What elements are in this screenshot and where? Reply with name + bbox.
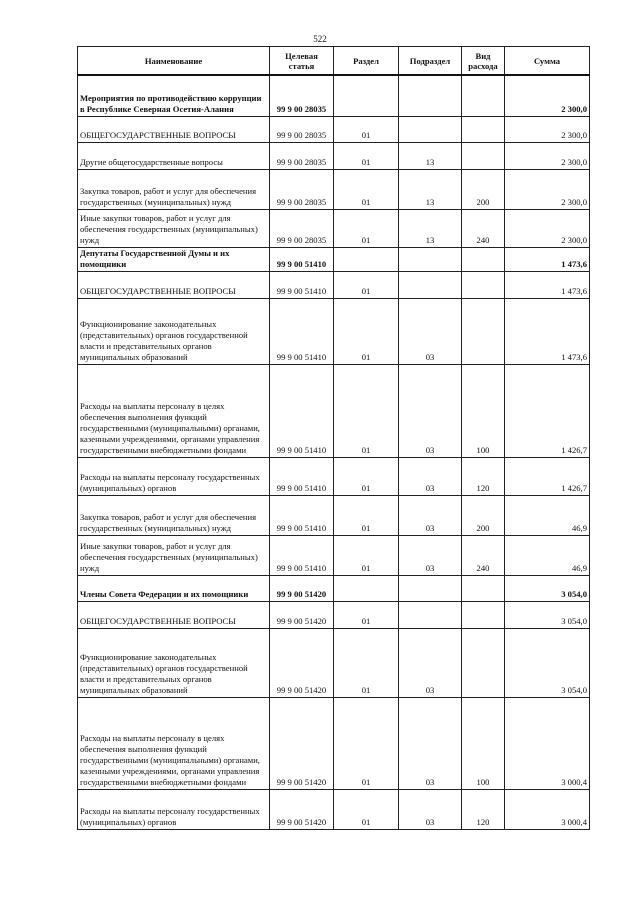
- cell-target-article: 99 9 00 51420: [270, 697, 334, 789]
- cell-subsection: 13: [399, 169, 462, 209]
- header-target-article: Целевая статья: [270, 47, 334, 76]
- cell-expense-type: 200: [462, 495, 505, 535]
- header-amount: Сумма: [505, 47, 590, 76]
- header-expense-type: Вид расхода: [462, 47, 505, 76]
- cell-section: 01: [334, 628, 399, 697]
- cell-name: ОБЩЕГОСУДАРСТВЕННЫЕ ВОПРОСЫ: [78, 271, 270, 298]
- cell-name: Другие общегосударственные вопросы: [78, 142, 270, 169]
- cell-section: 01: [334, 495, 399, 535]
- cell-name: Мероприятия по противодействию коррупции в Республике Северная Осетия-Алания: [78, 75, 270, 116]
- cell-amount: 1 473,6: [505, 271, 590, 298]
- cell-section: 01: [334, 209, 399, 247]
- cell-subsection: [399, 247, 462, 271]
- cell-subsection: 03: [399, 697, 462, 789]
- table-row: [78, 209, 590, 247]
- cell-target-article: 99 9 00 51420: [270, 601, 334, 628]
- header-subsection: Подраздел: [399, 47, 462, 76]
- cell-expense-type: 100: [462, 364, 505, 457]
- table-row: [78, 789, 590, 829]
- cell-target-article: 99 9 00 51410: [270, 364, 334, 457]
- cell-expense-type: [462, 628, 505, 697]
- cell-target-article: 99 9 00 51410: [270, 535, 334, 575]
- cell-section: 01: [334, 697, 399, 789]
- cell-amount: 1 473,6: [505, 298, 590, 364]
- cell-target-article: 99 9 00 51410: [270, 495, 334, 535]
- table-row: [78, 271, 590, 298]
- cell-expense-type: 200: [462, 169, 505, 209]
- cell-target-article: 99 9 00 51410: [270, 457, 334, 495]
- table-row: [78, 457, 590, 495]
- cell-name: Расходы на выплаты персоналу в целях обеспечения выполнения функций государственными (муниципальными) органами, казенными учреждениями, органами управления государственными внебюджетными фондами: [78, 364, 270, 457]
- cell-section: 01: [334, 601, 399, 628]
- cell-section: 01: [334, 116, 399, 142]
- cell-subsection: 03: [399, 298, 462, 364]
- cell-name: Расходы на выплаты персоналу государственных (муниципальных) органов: [78, 789, 270, 829]
- cell-expense-type: 120: [462, 457, 505, 495]
- cell-target-article: 99 9 00 51410: [270, 271, 334, 298]
- cell-subsection: [399, 601, 462, 628]
- table-row: [78, 169, 590, 209]
- cell-amount: 1 473,6: [505, 247, 590, 271]
- cell-expense-type: 120: [462, 789, 505, 829]
- table-row-group: [78, 247, 590, 271]
- table-row: [78, 495, 590, 535]
- table-row: [78, 601, 590, 628]
- cell-name: Закупка товаров, работ и услуг для обеспечения государственных (муниципальных) нужд: [78, 495, 270, 535]
- cell-amount: 3 054,0: [505, 575, 590, 601]
- cell-expense-type: [462, 75, 505, 116]
- cell-name: Иные закупки товаров, работ и услуг для обеспечения государственных (муниципальных) нужд: [78, 209, 270, 247]
- cell-expense-type: 240: [462, 535, 505, 575]
- header-row: [78, 47, 590, 76]
- cell-subsection: [399, 75, 462, 116]
- cell-amount: 1 426,7: [505, 364, 590, 457]
- cell-section: [334, 247, 399, 271]
- table-row: [78, 364, 590, 457]
- cell-subsection: 03: [399, 535, 462, 575]
- cell-expense-type: [462, 247, 505, 271]
- table-row: [78, 535, 590, 575]
- cell-subsection: 03: [399, 457, 462, 495]
- cell-target-article: 99 9 00 28035: [270, 75, 334, 116]
- cell-subsection: [399, 116, 462, 142]
- cell-target-article: 99 9 00 51410: [270, 247, 334, 271]
- cell-section: 01: [334, 169, 399, 209]
- cell-subsection: 13: [399, 209, 462, 247]
- cell-subsection: [399, 575, 462, 601]
- cell-target-article: 99 9 00 51410: [270, 298, 334, 364]
- cell-section: 01: [334, 142, 399, 169]
- cell-name: Закупка товаров, работ и услуг для обеспечения государственных (муниципальных) нужд: [78, 169, 270, 209]
- cell-name: Расходы на выплаты персоналу в целях обеспечения выполнения функций государственными (муниципальными) органами, казенными учреждениями, органами управления государственными внебюджетными фондами: [78, 697, 270, 789]
- header-section: Раздел: [334, 47, 399, 76]
- cell-section: 01: [334, 364, 399, 457]
- cell-name: ОБЩЕГОСУДАРСТВЕННЫЕ ВОПРОСЫ: [78, 116, 270, 142]
- table-header: [78, 47, 590, 76]
- cell-target-article: 99 9 00 28035: [270, 116, 334, 142]
- table-row-group: [78, 75, 590, 116]
- cell-name: Расходы на выплаты персоналу государственных (муниципальных) органов: [78, 457, 270, 495]
- cell-subsection: 03: [399, 628, 462, 697]
- cell-subsection: 13: [399, 142, 462, 169]
- cell-target-article: 99 9 00 28035: [270, 209, 334, 247]
- cell-expense-type: [462, 601, 505, 628]
- cell-expense-type: [462, 116, 505, 142]
- cell-amount: 2 300,0: [505, 75, 590, 116]
- cell-subsection: 03: [399, 364, 462, 457]
- budget-table: [77, 46, 590, 830]
- table-row-group: [78, 575, 590, 601]
- cell-subsection: [399, 271, 462, 298]
- table-row: [78, 628, 590, 697]
- table-row: [78, 142, 590, 169]
- cell-amount: 2 300,0: [505, 169, 590, 209]
- cell-expense-type: [462, 271, 505, 298]
- cell-section: 01: [334, 789, 399, 829]
- cell-amount: 3 054,0: [505, 601, 590, 628]
- cell-amount: 2 300,0: [505, 209, 590, 247]
- cell-section: [334, 575, 399, 601]
- cell-expense-type: [462, 298, 505, 364]
- cell-expense-type: 240: [462, 209, 505, 247]
- cell-target-article: 99 9 00 28035: [270, 169, 334, 209]
- cell-subsection: 03: [399, 789, 462, 829]
- cell-subsection: 03: [399, 495, 462, 535]
- table-body: [78, 75, 590, 829]
- cell-section: 01: [334, 535, 399, 575]
- cell-name: Функционирование законодательных (представительных) органов государственной власти и представительных органов муниципальных образований: [78, 298, 270, 364]
- cell-name: Функционирование законодательных (представительных) органов государственной власти и представительных органов муниципальных образований: [78, 628, 270, 697]
- cell-amount: 3 000,4: [505, 789, 590, 829]
- cell-name: ОБЩЕГОСУДАРСТВЕННЫЕ ВОПРОСЫ: [78, 601, 270, 628]
- cell-name: Депутаты Государственной Думы и их помощники: [78, 247, 270, 271]
- cell-target-article: 99 9 00 51420: [270, 789, 334, 829]
- cell-section: 01: [334, 271, 399, 298]
- cell-target-article: 99 9 00 51420: [270, 575, 334, 601]
- cell-name: Члены Совета Федерации и их помощники: [78, 575, 270, 601]
- cell-target-article: 99 9 00 51420: [270, 628, 334, 697]
- cell-amount: 46,9: [505, 495, 590, 535]
- cell-expense-type: 100: [462, 697, 505, 789]
- cell-expense-type: [462, 575, 505, 601]
- table-row: [78, 697, 590, 789]
- cell-target-article: 99 9 00 28035: [270, 142, 334, 169]
- cell-amount: 3 000,4: [505, 697, 590, 789]
- cell-expense-type: [462, 142, 505, 169]
- cell-amount: 2 300,0: [505, 142, 590, 169]
- table-row: [78, 298, 590, 364]
- cell-name: Иные закупки товаров, работ и услуг для обеспечения государственных (муниципальных) нужд: [78, 535, 270, 575]
- header-name: Наименование: [78, 47, 270, 76]
- cell-amount: 1 426,7: [505, 457, 590, 495]
- cell-amount: 46,9: [505, 535, 590, 575]
- budget-table-container: [77, 46, 589, 830]
- cell-amount: 2 300,0: [505, 116, 590, 142]
- cell-amount: 3 054,0: [505, 628, 590, 697]
- page-number: 522: [313, 34, 327, 44]
- cell-section: 01: [334, 457, 399, 495]
- cell-section: [334, 75, 399, 116]
- table-row: [78, 116, 590, 142]
- cell-section: 01: [334, 298, 399, 364]
